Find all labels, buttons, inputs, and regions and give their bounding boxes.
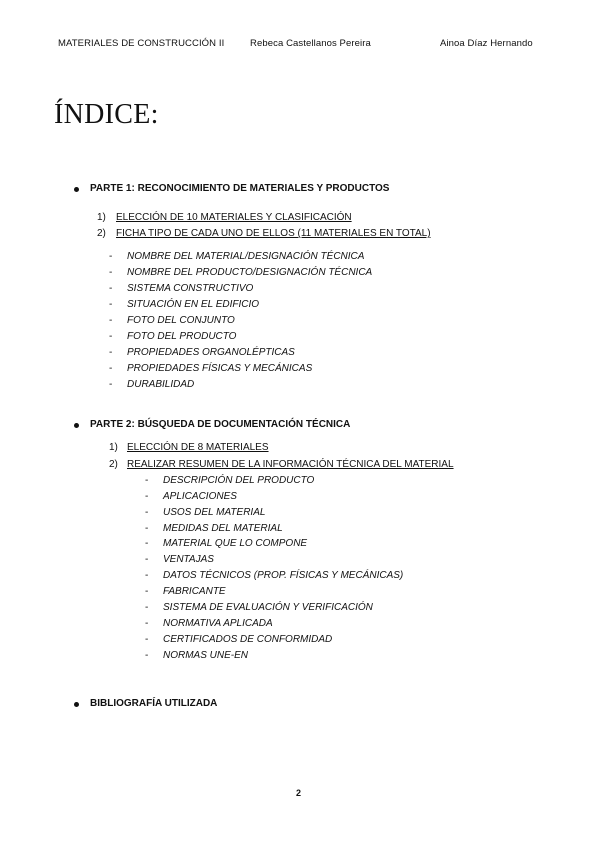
part2-item-7: DATOS TÉCNICOS (PROP. FÍSICAS Y MECÁNICAS) [163, 570, 404, 581]
part2-dash-11: - [145, 634, 149, 645]
part1-num-1: 1) [97, 212, 106, 223]
part2-item-5: MATERIAL QUE LO COMPONE [163, 538, 308, 549]
part2-dash-7: - [145, 570, 149, 581]
part2-num-1: 1) [109, 442, 118, 453]
part1-num-2: 2) [97, 228, 106, 239]
part1-item-9: DURABILIDAD [127, 379, 195, 390]
part1-dash-1: - [109, 251, 113, 262]
part2-dash-2: - [145, 491, 149, 502]
bullet-part1 [74, 187, 79, 192]
part2-dash-10: - [145, 618, 149, 629]
part1-dash-4: - [109, 299, 113, 310]
header-course: MATERIALES DE CONSTRUCCIÓN II [58, 38, 225, 49]
bullet-part2 [74, 423, 79, 428]
page-number: 2 [296, 788, 302, 798]
header-author-2: Ainoa Díaz Hernando [440, 38, 533, 49]
part1-item-5: FOTO DEL CONJUNTO [127, 315, 235, 326]
part2-item-12: NORMAS UNE-EN [163, 650, 249, 661]
part2-item-3: USOS DEL MATERIAL [163, 507, 266, 518]
part1-item-7: PROPIEDADES ORGANOLÉPTICAS [127, 347, 295, 358]
part1-numbered-item-1: ELECCIÓN DE 10 MATERIALES Y CLASIFICACIÓN [116, 212, 352, 223]
part1-dash-2: - [109, 267, 113, 278]
part1-dash-8: - [109, 363, 113, 374]
part1-item-4: SITUACIÓN EN EL EDIFICIO [127, 299, 260, 310]
part2-dash-12: - [145, 650, 149, 661]
part1-heading: PARTE 1: RECONOCIMIENTO DE MATERIALES Y PRODUCTOS [90, 183, 390, 194]
part2-item-4: MEDIDAS DEL MATERIAL [163, 523, 283, 534]
part1-item-2: NOMBRE DEL PRODUCTO/DESIGNACIÓN TÉCNICA [127, 267, 373, 278]
part1-dash-6: - [109, 331, 113, 342]
part2-dash-8: - [145, 586, 149, 597]
bullet-bibliography [74, 702, 79, 707]
part2-item-11: CERTIFICADOS DE CONFORMIDAD [163, 634, 333, 645]
part1-item-8: PROPIEDADES FÍSICAS Y MECÁNICAS [127, 363, 313, 374]
part2-dash-3: - [145, 507, 149, 518]
part1-item-6: FOTO DEL PRODUCTO [127, 331, 237, 342]
part1-dash-3: - [109, 283, 113, 294]
part2-item-10: NORMATIVA APLICADA [163, 618, 273, 629]
header-author-1: Rebeca Castellanos Pereira [250, 38, 371, 49]
part2-numbered-item-1: ELECCIÓN DE 8 MATERIALES [127, 442, 269, 453]
part2-dash-1: - [145, 475, 149, 486]
part2-item-6: VENTAJAS [163, 554, 214, 565]
part1-dash-7: - [109, 347, 113, 358]
part1-dash-5: - [109, 315, 113, 326]
part2-num-2: 2) [109, 459, 118, 470]
part2-dash-6: - [145, 554, 149, 565]
part2-item-9: SISTEMA DE EVALUACIÓN Y VERIFICACIÓN [163, 602, 373, 613]
part1-dash-9: - [109, 379, 113, 390]
part2-heading: PARTE 2: BÚSQUEDA DE DOCUMENTACIÓN TÉCNICA [90, 419, 351, 430]
part2-numbered-item-2: REALIZAR RESUMEN DE LA INFORMACIÓN TÉCNICA DEL MATERIAL [127, 459, 454, 470]
part2-dash-5: - [145, 538, 149, 549]
part1-numbered-item-2: FICHA TIPO DE CADA UNO DE ELLOS (11 MATERIALES EN TOTAL) [116, 228, 431, 239]
part1-item-3: SISTEMA CONSTRUCTIVO [127, 283, 254, 294]
part2-item-1: DESCRIPCIÓN DEL PRODUCTO [163, 475, 315, 486]
part2-item-8: FABRICANTE [163, 586, 226, 597]
bibliography-heading: BIBLIOGRAFÍA UTILIZADA [90, 698, 218, 709]
part1-item-1: NOMBRE DEL MATERIAL/DESIGNACIÓN TÉCNICA [127, 251, 365, 262]
page-title: ÍNDICE: [54, 99, 159, 130]
part2-dash-9: - [145, 602, 149, 613]
part2-item-2: APLICACIONES [163, 491, 237, 502]
part2-dash-4: - [145, 523, 149, 534]
